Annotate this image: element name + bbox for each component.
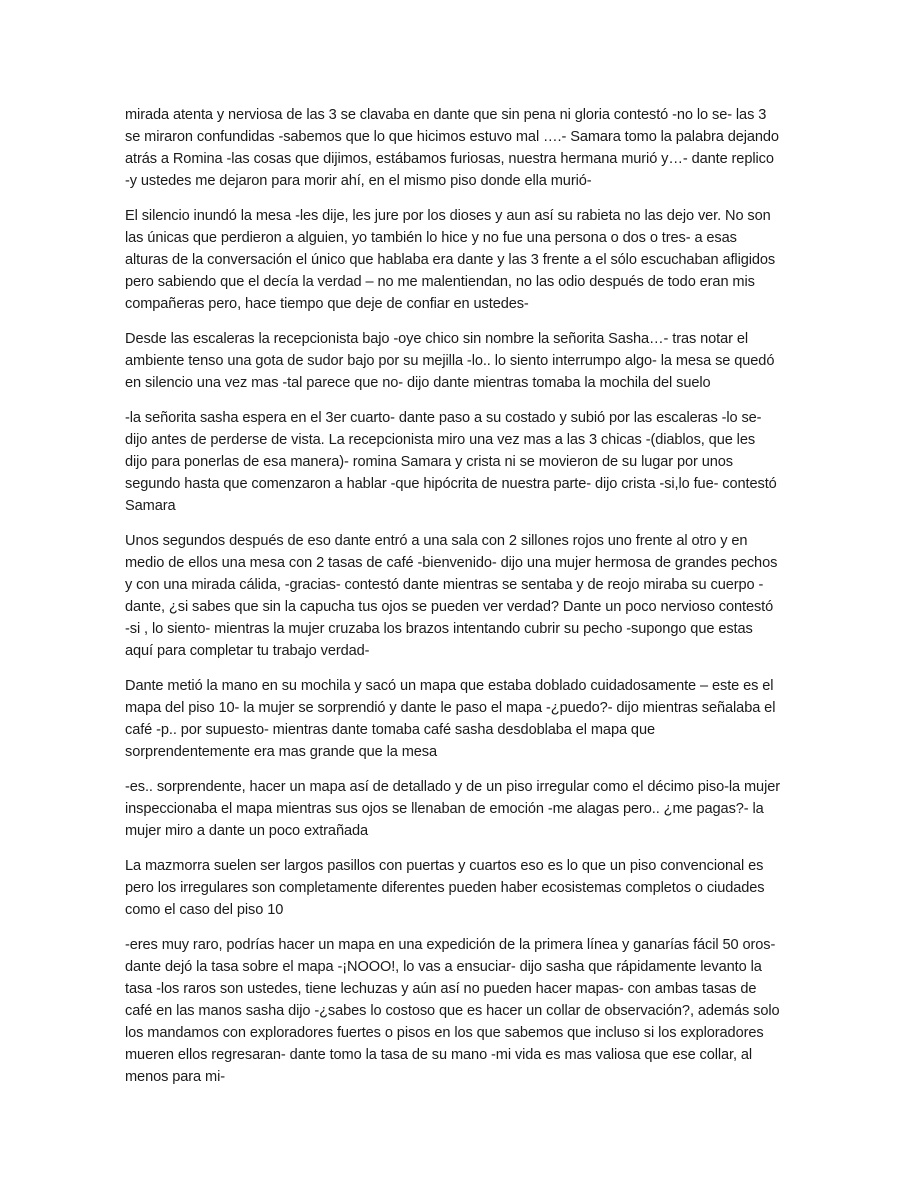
paragraph: El silencio inundó la mesa -les dije, les jure por los dioses y aun así su rabieta no las dejo ver. No son las únicas que perdieron a alguien, yo también lo hice y no fue una persona o dos o tres- a esas alturas de la conversación el único que hablaba era dante y las 3 frente a el sólo escuchaban afligidos pero sabiendo que el decía la verdad – no me malentiendan, no las odio después de todo eran mis compañeras pero, hace tiempo que deje de confiar en ustedes-	[125, 208, 776, 312]
paragraph: -eres muy raro, podrías hacer un mapa en una expedición de la primera línea y ganarías fácil 50 oros- dante dejó la tasa sobre el mapa -¡NOOO!, lo vas a ensuciar- dijo sasha que rápidamente levanto la tasa -los raros son ustedes, tiene lechuzas y aún así no pueden hacer mapas- con ambas tasas de café en las manos sasha dijo -¿sabes lo costoso que es hacer un collar de observación?, además solo los mandamos con exploradores fuertes o pisos en los que sabemos que incluso si los exploradores mueren ellos regresaran- dante tomo la tasa de su mano -mi vida es mas valiosa que ese collar, al menos para mi-	[125, 937, 780, 1085]
paragraph: -la señorita sasha espera en el 3er cuarto- dante paso a su costado y subió por las escaleras -lo se- dijo antes de perderse de vista. La recepcionista miro una vez mas a las 3 chicas -(diablos, que les dijo para ponerlas de esa manera)- romina Samara y crista ni se movieron de su lugar por unos segundo hasta que comenzaron a hablar -que hipócrita de nuestra parte- dijo crista -si,lo fue- contestó Samara	[125, 410, 777, 514]
paragraph: Unos segundos después de eso dante entró a una sala con 2 sillones rojos uno frente al otro y en medio de ellos una mesa con 2 tasas de café -bienvenido- dijo una mujer hermosa de grandes pechos y con una mirada cálida, -gracias- contestó dante mientras se sentaba y de reojo miraba su cuerpo -dante, ¿si sabes que sin la capucha tus ojos se pueden ver verdad? Dante un poco nervioso contestó -si , lo siento- mientras la mujer cruzaba los brazos intentando cubrir su pecho -supongo que estas aquí para completar tu trabajo verdad-	[125, 533, 778, 659]
paragraph: La mazmorra suelen ser largos pasillos con puertas y cuartos eso es lo que un piso convencional es pero los irregulares son completamente diferentes pueden haber ecosistemas completos o ciudades como el caso del piso 10	[125, 858, 765, 918]
paragraph: Dante metió la mano en su mochila y sacó un mapa que estaba doblado cuidadosamente – este es el mapa del piso 10- la mujer se sorprendió y dante le paso el mapa -¿puedo?- dijo mientras señalaba el café -p.. por supuesto- mientras dante tomaba café sasha desdoblaba el mapa que sorprendentemente era mas grande que la mesa	[125, 678, 776, 760]
paragraph: Desde las escaleras la recepcionista bajo -oye chico sin nombre la señorita Sasha…- tras notar el ambiente tenso una gota de sudor bajo por su mejilla -lo.. lo siento interrumpo algo- la mesa se quedó en silencio una vez mas -tal parece que no- dijo dante mientras tomaba la mochila del suelo	[125, 331, 775, 391]
paragraph: mirada atenta y nerviosa de las 3 se clavaba en dante que sin pena ni gloria contestó -no lo se- las 3 se miraron confundidas -sabemos que lo que hicimos estuvo mal ….- Samara tomo la palabra dejando atrás a Romina -las cosas que dijimos, estábamos furiosas, nuestra hermana murió y…- dante replico -y ustedes me dejaron para morir ahí, en el mismo piso donde ella murió-	[125, 107, 779, 189]
document-body	[125, 104, 780, 1101]
paragraph: -es.. sorprendente, hacer un mapa así de detallado y de un piso irregular como el décimo piso-la mujer inspeccionaba el mapa mientras sus ojos se llenaban de emoción -me alagas pero.. ¿me pagas?- la mujer miro a dante un poco extrañada	[125, 779, 780, 839]
